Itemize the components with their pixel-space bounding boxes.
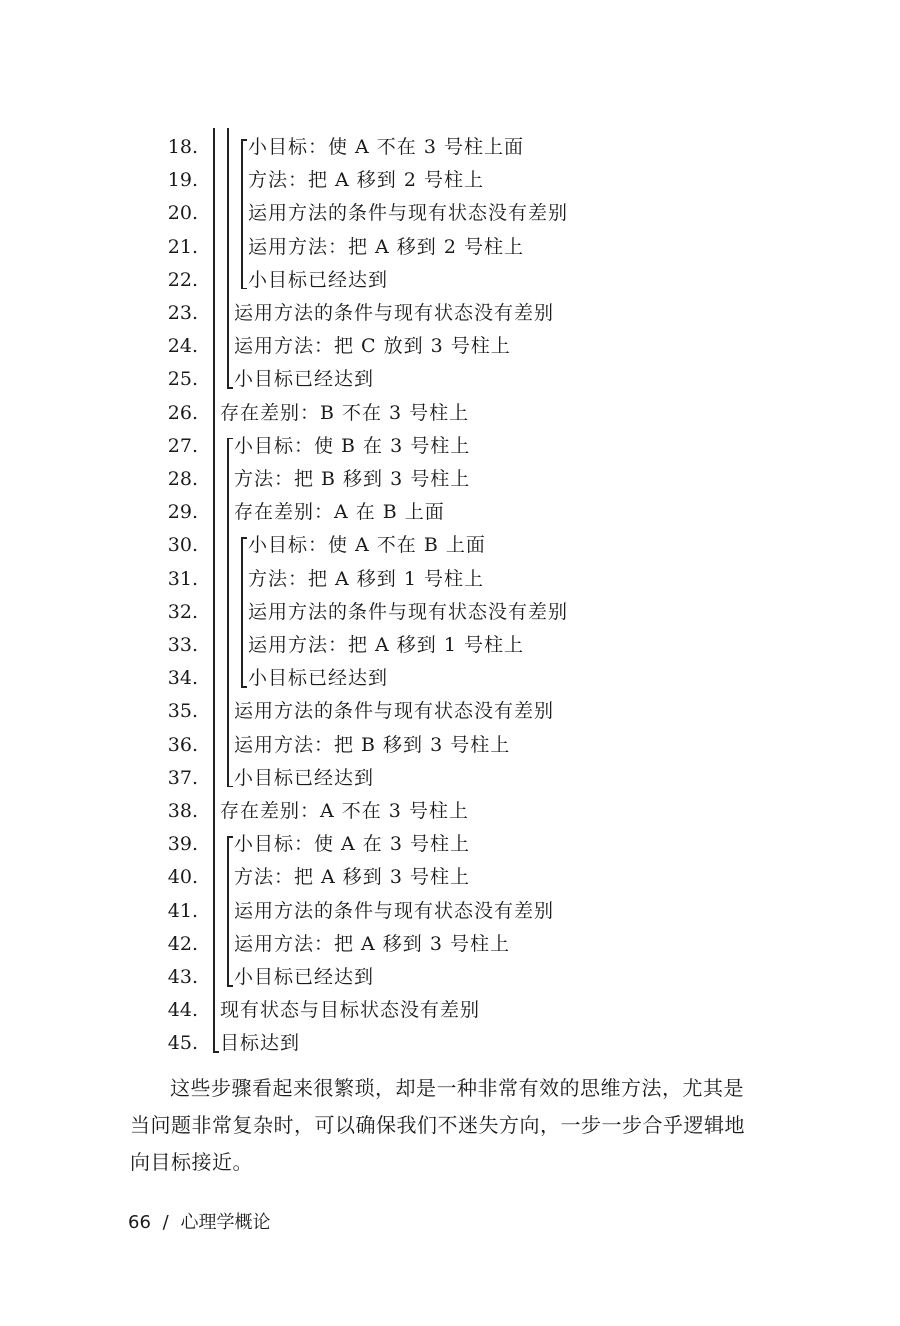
- step-number: 40.: [167, 866, 198, 889]
- step-number: 35.: [167, 700, 198, 723]
- page-number: 66: [128, 1212, 151, 1233]
- step-text: 运用方法的条件与现有状态没有差别: [234, 899, 555, 922]
- step-text: 小目标：使 A 在 3 号柱上: [234, 833, 470, 856]
- step-number: 29.: [167, 501, 198, 524]
- page-footer: [128, 1208, 270, 1234]
- step-text: 小目标已经达到: [234, 368, 375, 391]
- body-paragraph: [130, 1070, 800, 1181]
- step-number: 22.: [167, 268, 198, 291]
- step-number: 37.: [167, 766, 198, 789]
- step-text: 运用方法的条件与现有状态没有差别: [248, 202, 569, 225]
- paragraph-line-1: 这些步骤看起来很繁琐，却是一种非常有效的思维方法，尤其是: [170, 1076, 744, 1100]
- bracket-head: [227, 438, 233, 440]
- bracket-line-level2: [227, 438, 229, 787]
- step-number: 33.: [167, 634, 198, 656]
- step-text: 存在差别：B 不在 3 号柱上: [220, 401, 470, 424]
- step-text: 运用方法的条件与现有状态没有差别: [234, 302, 555, 324]
- bracket-head: [227, 836, 233, 838]
- bracket-foot: [227, 786, 233, 788]
- bracket-foot: [213, 1051, 219, 1053]
- step-number: 20.: [167, 202, 198, 225]
- step-number: 23.: [167, 302, 198, 324]
- step-number: 30.: [167, 534, 198, 557]
- step-number: 21.: [167, 235, 198, 258]
- step-text: 小目标已经达到: [234, 966, 375, 988]
- step-text: 小目标已经达到: [234, 766, 375, 789]
- step-text: 小目标已经达到: [248, 268, 389, 291]
- step-number: 38.: [167, 800, 198, 822]
- step-text: 运用方法的条件与现有状态没有差别: [234, 700, 555, 723]
- footer-separator: /: [162, 1212, 169, 1233]
- bracket-line-level2: [227, 836, 229, 986]
- book-title: 心理学概论: [180, 1212, 271, 1233]
- step-number: 28.: [167, 468, 198, 490]
- step-text: 方法：把 A 移到 3 号柱上: [234, 866, 470, 889]
- step-number: 18.: [167, 136, 198, 158]
- paragraph-line-3: 向目标接近。: [130, 1150, 253, 1174]
- step-number: 27.: [167, 434, 198, 457]
- step-number: 44.: [167, 999, 198, 1022]
- step-text: 目标达到: [220, 1032, 301, 1055]
- step-number: 32.: [167, 600, 198, 623]
- step-text: 方法：把 B 移到 3 号柱上: [234, 468, 471, 490]
- step-number: 24.: [167, 335, 198, 358]
- step-number: 25.: [167, 368, 198, 391]
- paragraph-line-2: 当问题非常复杂时，可以确保我们不迷失方向，一步一步合乎逻辑地: [130, 1113, 745, 1137]
- step-text: 运用方法：把 A 移到 2 号柱上: [248, 235, 524, 258]
- step-text: 小目标：使 B 在 3 号柱上: [234, 434, 471, 457]
- bracket-line-level3: [241, 139, 243, 289]
- step-text: 运用方法：把 C 放到 3 号柱上: [234, 335, 511, 358]
- step-number: 36.: [167, 733, 198, 756]
- bracket-foot: [227, 387, 233, 389]
- step-number: 45.: [167, 1032, 198, 1055]
- bracket-foot: [241, 288, 247, 290]
- step-text: 现有状态与目标状态没有差别: [220, 999, 481, 1022]
- step-number: 43.: [167, 966, 198, 988]
- step-text: 运用方法的条件与现有状态没有差别: [248, 600, 569, 623]
- step-number: 42.: [167, 932, 198, 955]
- step-text: 存在差别：A 在 B 上面: [234, 501, 445, 524]
- step-text: 小目标已经达到: [248, 667, 389, 690]
- step-number: 31.: [167, 567, 198, 590]
- bracket-line-level3: [241, 537, 243, 687]
- step-text: 方法：把 A 移到 1 号柱上: [248, 567, 484, 590]
- step-text: 方法：把 A 移到 2 号柱上: [248, 169, 484, 192]
- bracket-head: [241, 537, 247, 539]
- step-text: 运用方法：把 B 移到 3 号柱上: [234, 733, 511, 756]
- step-number: 41.: [167, 899, 198, 922]
- step-text: 运用方法：把 A 移到 3 号柱上: [234, 932, 510, 955]
- step-text: 运用方法：把 A 移到 1 号柱上: [248, 634, 524, 656]
- bracket-line-level1: [213, 128, 215, 1052]
- step-text: 小目标：使 A 不在 B 上面: [248, 534, 486, 557]
- bracket-foot: [241, 686, 247, 688]
- step-text: 小目标：使 A 不在 3 号柱上面: [248, 136, 524, 158]
- step-number: 26.: [167, 401, 198, 424]
- step-number: 39.: [167, 833, 198, 856]
- bracket-line-level2: [227, 128, 229, 388]
- bracket-foot: [227, 985, 233, 987]
- step-number: 34.: [167, 667, 198, 690]
- step-number: 19.: [167, 169, 198, 192]
- bracket-head: [241, 139, 247, 141]
- step-text: 存在差别：A 不在 3 号柱上: [220, 800, 469, 822]
